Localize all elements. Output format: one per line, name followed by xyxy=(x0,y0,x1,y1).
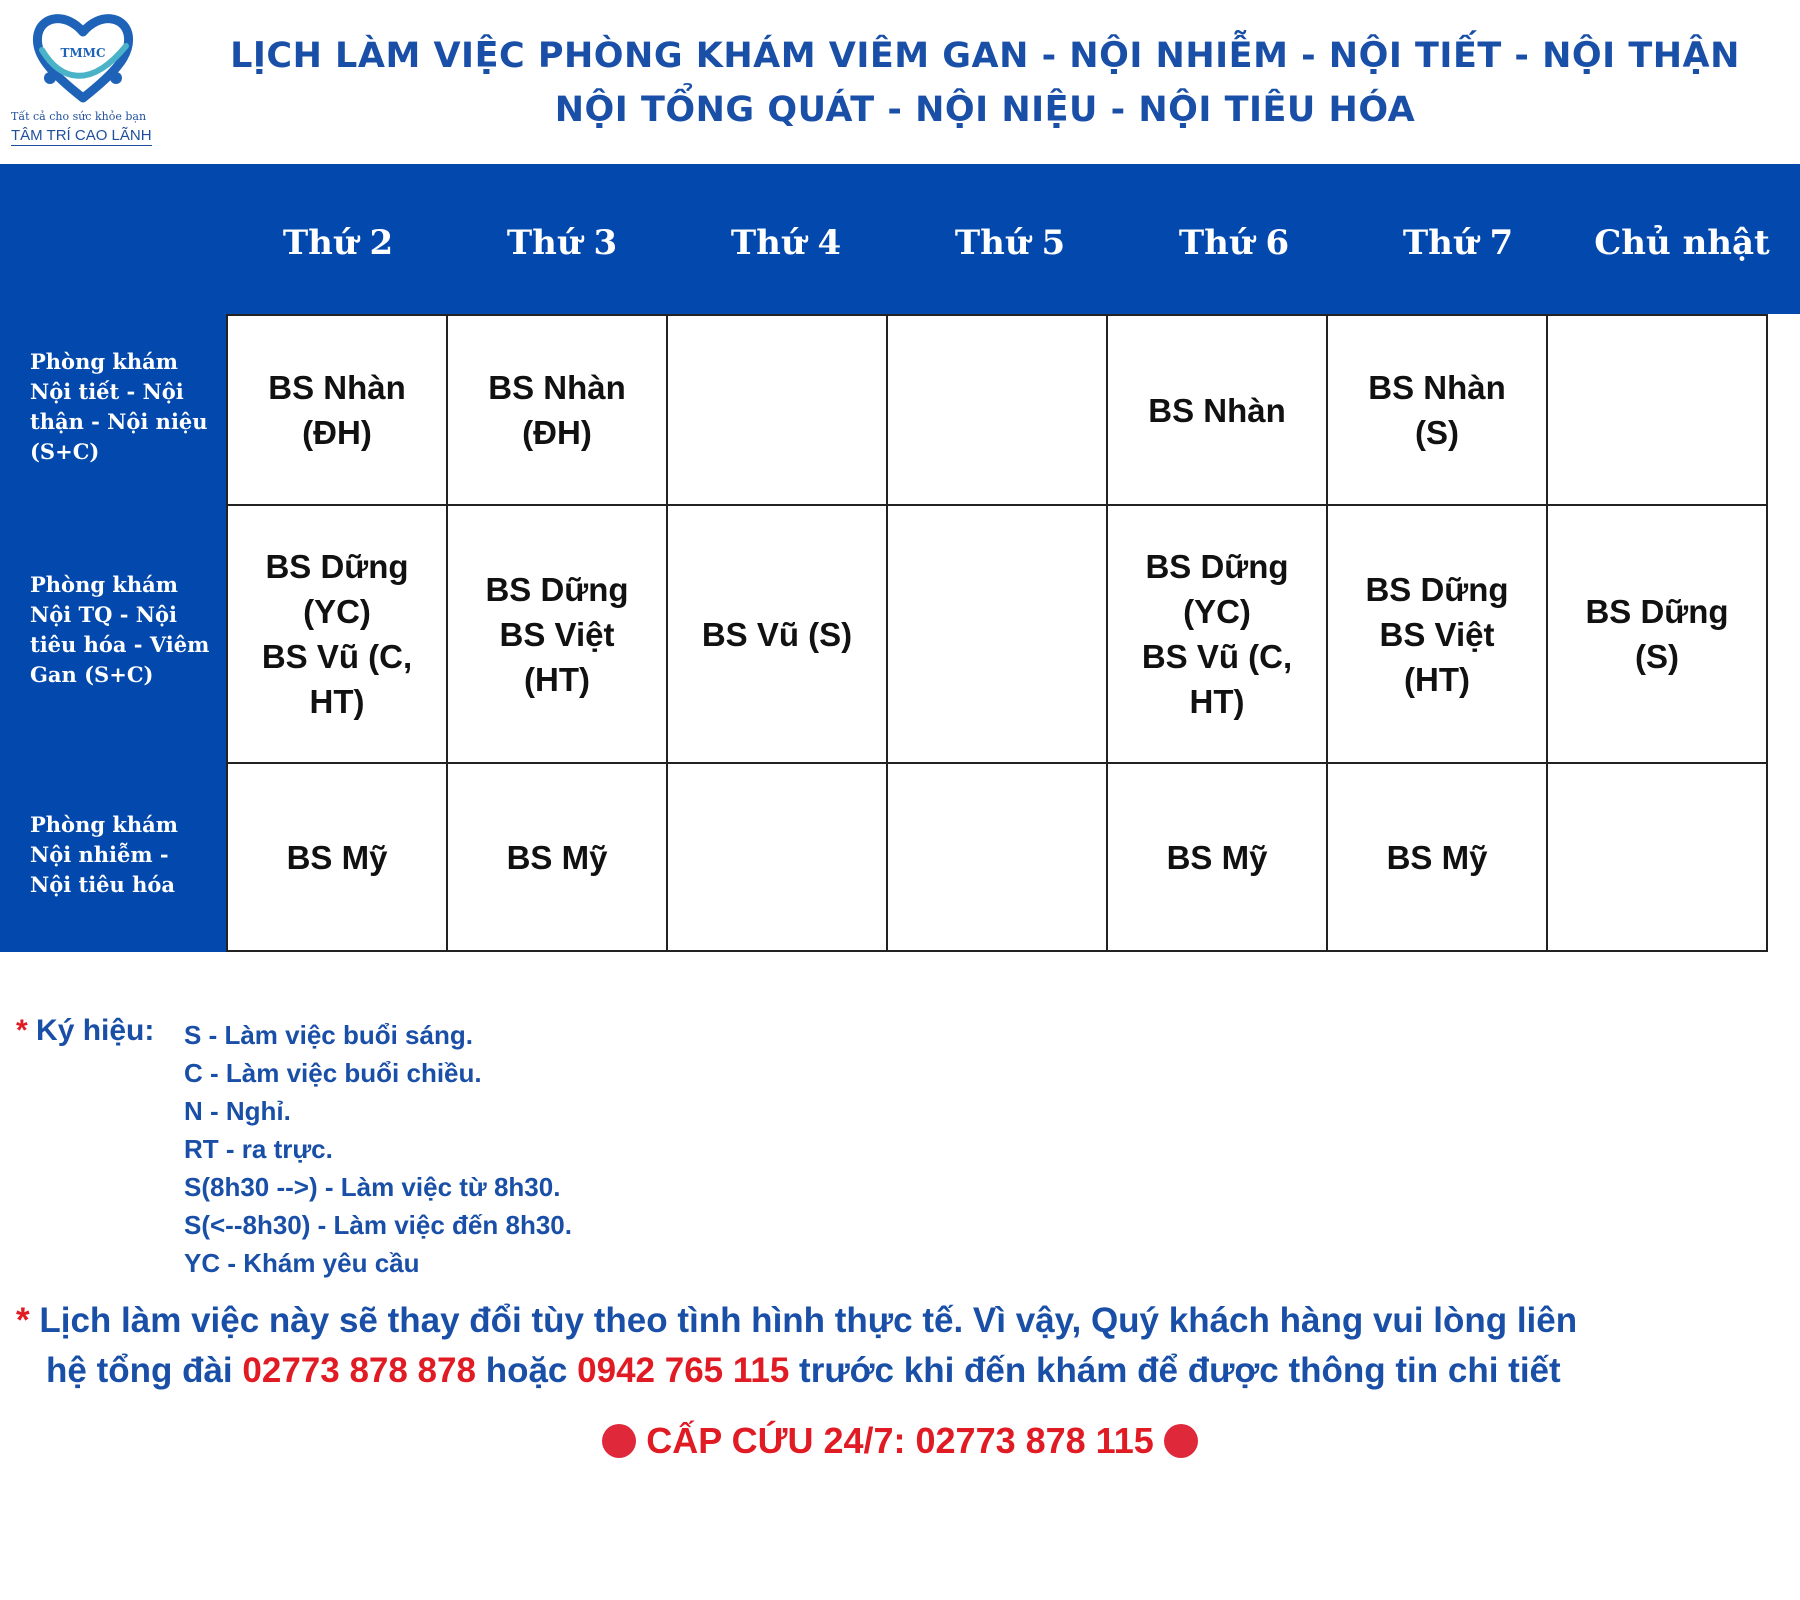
legend-title xyxy=(16,1014,154,1048)
doctor-shift-text: (ĐH) xyxy=(302,414,372,451)
doctor-shift-text: (HT) xyxy=(1404,660,1470,698)
doctor-shift-text: BS Mỹ xyxy=(1386,838,1488,876)
schedule-cell-tue xyxy=(447,315,667,505)
doctor-shift-text: HT) xyxy=(309,683,365,720)
schedule-cell-tue xyxy=(447,505,667,763)
legend-item: S - Làm việc buổi sáng. xyxy=(184,1020,473,1050)
doctor-shift-text: BS Nhàn xyxy=(488,369,626,406)
doctor-shift-text: BS Việt xyxy=(499,615,615,653)
schedule-row xyxy=(227,315,1767,505)
row-label-noi-tq: Phòng khám Nội TQ - Nội tiêu hóa - Viêm Gan (S+C) xyxy=(30,572,210,687)
emergency-banner xyxy=(0,1420,1800,1462)
row-label-noi-tiet: Phòng khám Nội tiết - Nội thận - Nội niệu (S+C) xyxy=(30,349,208,464)
legend-item: N - Nghỉ. xyxy=(184,1096,291,1126)
logo-brand-name: TÂM TRÍ CAO LÃNH xyxy=(11,127,152,144)
schedule-grid xyxy=(226,314,1768,952)
doctor-shift-text: HT) xyxy=(1189,683,1245,720)
hotline-phone-1[interactable]: 02773 878 878 xyxy=(242,1351,476,1390)
schedule-cell-fri xyxy=(1107,315,1327,505)
logo-tagline: Tất cả cho sức khỏe bạn xyxy=(11,110,147,123)
schedule-cell-thu xyxy=(887,315,1107,505)
doctor-shift-text: BS Nhàn xyxy=(1148,391,1286,429)
doctor-shift-text: (ĐH) xyxy=(522,414,592,451)
doctor-shift-text: BS Mỹ xyxy=(1166,838,1268,876)
red-circle-icon xyxy=(1164,1424,1198,1458)
doctor-shift-text: (YC) xyxy=(1183,593,1251,630)
doctor-shift-text: BS Dững xyxy=(1365,570,1509,608)
day-header-mon: Thứ 2 xyxy=(282,223,394,263)
day-header-sat: Thứ 7 xyxy=(1402,223,1514,263)
legend-item: S(<--8h30) - Làm việc đến 8h30. xyxy=(184,1210,572,1240)
legend-item: YC - Khám yêu cầu xyxy=(184,1248,420,1278)
schedule-row xyxy=(227,763,1767,951)
emergency-hotline[interactable]: CẤP CỨU 24/7: 02773 878 115 xyxy=(646,1420,1154,1461)
day-header-tue: Thứ 3 xyxy=(506,223,618,263)
schedule-cell-mon xyxy=(227,505,447,763)
doctor-shift-text: (HT) xyxy=(524,660,590,698)
schedule-cell-sat xyxy=(1327,763,1547,951)
row-label-noi-nhiem: Phòng khám Nội nhiễm - Nội tiêu hóa xyxy=(30,812,178,897)
schedule-cell-mon xyxy=(227,315,447,505)
schedule-cell-sun xyxy=(1547,505,1767,763)
doctor-shift-text: BS Dững xyxy=(1145,548,1289,585)
schedule-cell-fri xyxy=(1107,505,1327,763)
page-title-line-1: LỊCH LÀM VIỆC PHÒNG KHÁM VIÊM GAN - NỘI NHIỄM - NỘI TIẾT - NỘI THẬN xyxy=(230,36,1740,76)
doctor-shift-text: BS Việt xyxy=(1379,615,1495,653)
note-connector: hoặc xyxy=(485,1351,568,1390)
schedule-cell-mon xyxy=(227,763,447,951)
day-header-wed: Thứ 4 xyxy=(730,223,842,263)
doctor-shift-text: BS Dững xyxy=(265,548,409,585)
doctor-shift-text: (S) xyxy=(1635,638,1679,675)
day-header-thu: Thứ 5 xyxy=(954,223,1066,263)
schedule-cell-tue xyxy=(447,763,667,951)
red-circle-icon xyxy=(602,1424,636,1458)
note-asterisk: * xyxy=(16,1301,30,1340)
note-line-1: Lịch làm việc này sẽ thay đổi tùy theo tình hình thực tế. Vì vậy, Quý khách hàng vui lòng liên xyxy=(39,1301,1578,1340)
day-header-sun: Chủ nhật xyxy=(1594,223,1770,263)
schedule-cell-sat xyxy=(1327,315,1547,505)
schedule-cell-wed xyxy=(667,315,887,505)
legend-asterisk: * xyxy=(16,1014,28,1047)
doctor-shift-text: BS Nhàn xyxy=(1368,369,1506,406)
legend-item: C - Làm việc buổi chiều. xyxy=(184,1058,482,1088)
hotline-phone-2[interactable]: 0942 765 115 xyxy=(577,1351,790,1390)
legend-list xyxy=(184,1016,572,1282)
doctor-shift-text: (S) xyxy=(1415,414,1459,451)
doctor-shift-text: BS Nhàn xyxy=(268,369,406,406)
schedule-row xyxy=(227,505,1767,763)
note-line-2-prefix: hệ tổng đài xyxy=(46,1351,233,1390)
doctor-shift-text: BS Vũ (C, xyxy=(261,638,413,675)
logo-mark-text: TMMC xyxy=(60,46,106,60)
note-line-2-suffix: trước khi đến khám để được thông tin chi tiết xyxy=(799,1351,1561,1390)
day-header-fri: Thứ 6 xyxy=(1178,223,1290,263)
page-title-line-2: NỘI TỔNG QUÁT - NỘI NIỆU - NỘI TIÊU HÓA xyxy=(554,90,1416,130)
clinic-logo xyxy=(8,10,158,144)
legend-item: RT - ra trực. xyxy=(184,1134,333,1164)
schedule-cell-sun xyxy=(1547,763,1767,951)
legend-title-text: Ký hiệu: xyxy=(36,1014,155,1047)
schedule-cell-wed xyxy=(667,763,887,951)
schedule-cell-wed xyxy=(667,505,887,763)
doctor-shift-text: BS Vũ (C, xyxy=(1141,638,1293,675)
schedule-cell-thu xyxy=(887,763,1107,951)
doctor-shift-text: BS Dững xyxy=(1585,593,1729,630)
doctor-shift-text: BS Mỹ xyxy=(286,838,388,876)
schedule-cell-sat xyxy=(1327,505,1547,763)
schedule-change-note xyxy=(16,1296,1786,1396)
schedule-cell-sun xyxy=(1547,315,1767,505)
doctor-shift-text: BS Dững xyxy=(485,570,629,608)
schedule-cell-fri xyxy=(1107,763,1327,951)
doctor-shift-text: BS Mỹ xyxy=(506,838,608,876)
legend-item: S(8h30 -->) - Làm việc từ 8h30. xyxy=(184,1172,561,1202)
doctor-shift-text: (YC) xyxy=(303,593,371,630)
schedule-cell-thu xyxy=(887,505,1107,763)
doctor-shift-text: BS Vũ (S) xyxy=(701,615,853,653)
